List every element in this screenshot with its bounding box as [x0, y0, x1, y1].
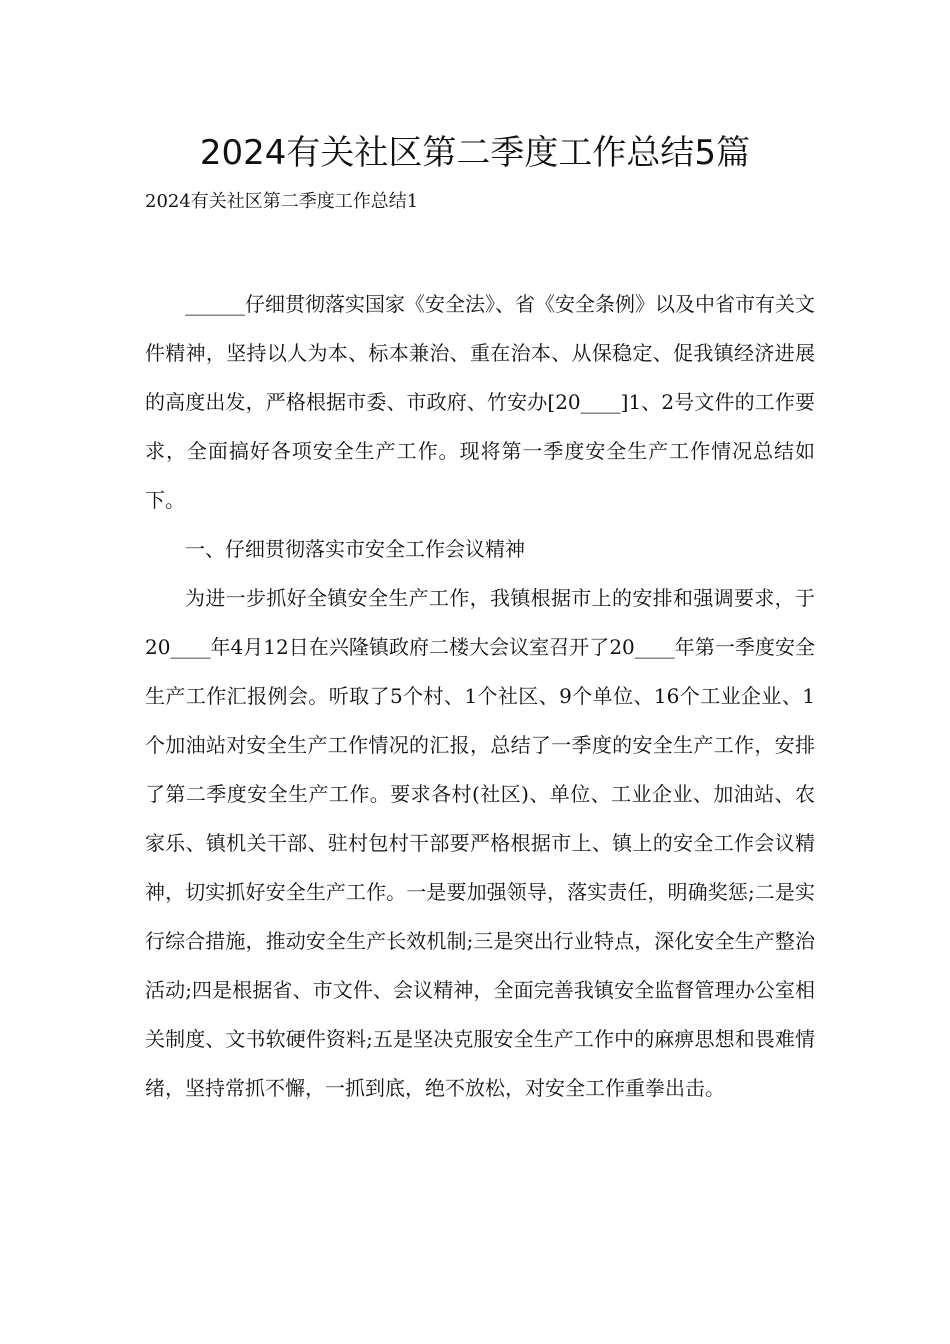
document-title: 2024有关社区第二季度工作总结5篇: [199, 133, 751, 173]
paragraph-intro: ______仔细贯彻落实国家《安全法》、省《安全条例》以及中省市有关文件精神，坚持以人为本、标本兼治、重在治本、从保稳定、促我镇经济进展的高度出发，严格根据市委、市政府、竹安办[20____]1、2号文件的工作要求，全面搞好各项安全生产工作。现将第一季度安全生产工作情况总结如下。: [145, 292, 815, 512]
section-heading-1: 一、仔细贯彻落实市安全工作会议精神: [185, 537, 525, 561]
document-body: [145, 280, 815, 1113]
document-subtitle: 2024有关社区第二季度工作总结1: [145, 191, 419, 212]
paragraph-section-1: 为进一步抓好全镇安全生产工作，我镇根据市上的安排和强调要求，于20____年4月12日在兴隆镇政府二楼大会议室召开了20____年第一季度安全生产工作汇报例会。听取了5个村、1个社区、9个单位、16个工业企业、1个加油站对安全生产工作情况的汇报，总结了一季度的安全生产工作，安排了第二季度安全生产工作。要求各村(社区)、单位、工业企业、加油站、农家乐、镇机关干部、驻村包村干部要严格根据市上、镇上的安全工作会议精神，切实抓好安全生产工作。一是要加强领导，落实责任，明确奖惩;二是实行综合措施，推动安全生产长效机制;三是突出行业特点，深化安全生产整治活动;四是根据省、市文件、会议精神，全面完善我镇安全监督管理办公室相关制度、文书软硬件资料;五是坚决克服安全生产工作中的麻痹思想和畏难情绪，坚持常抓不懈，一抓到底，绝不放松，对安全工作重拳出击。: [145, 586, 815, 1100]
